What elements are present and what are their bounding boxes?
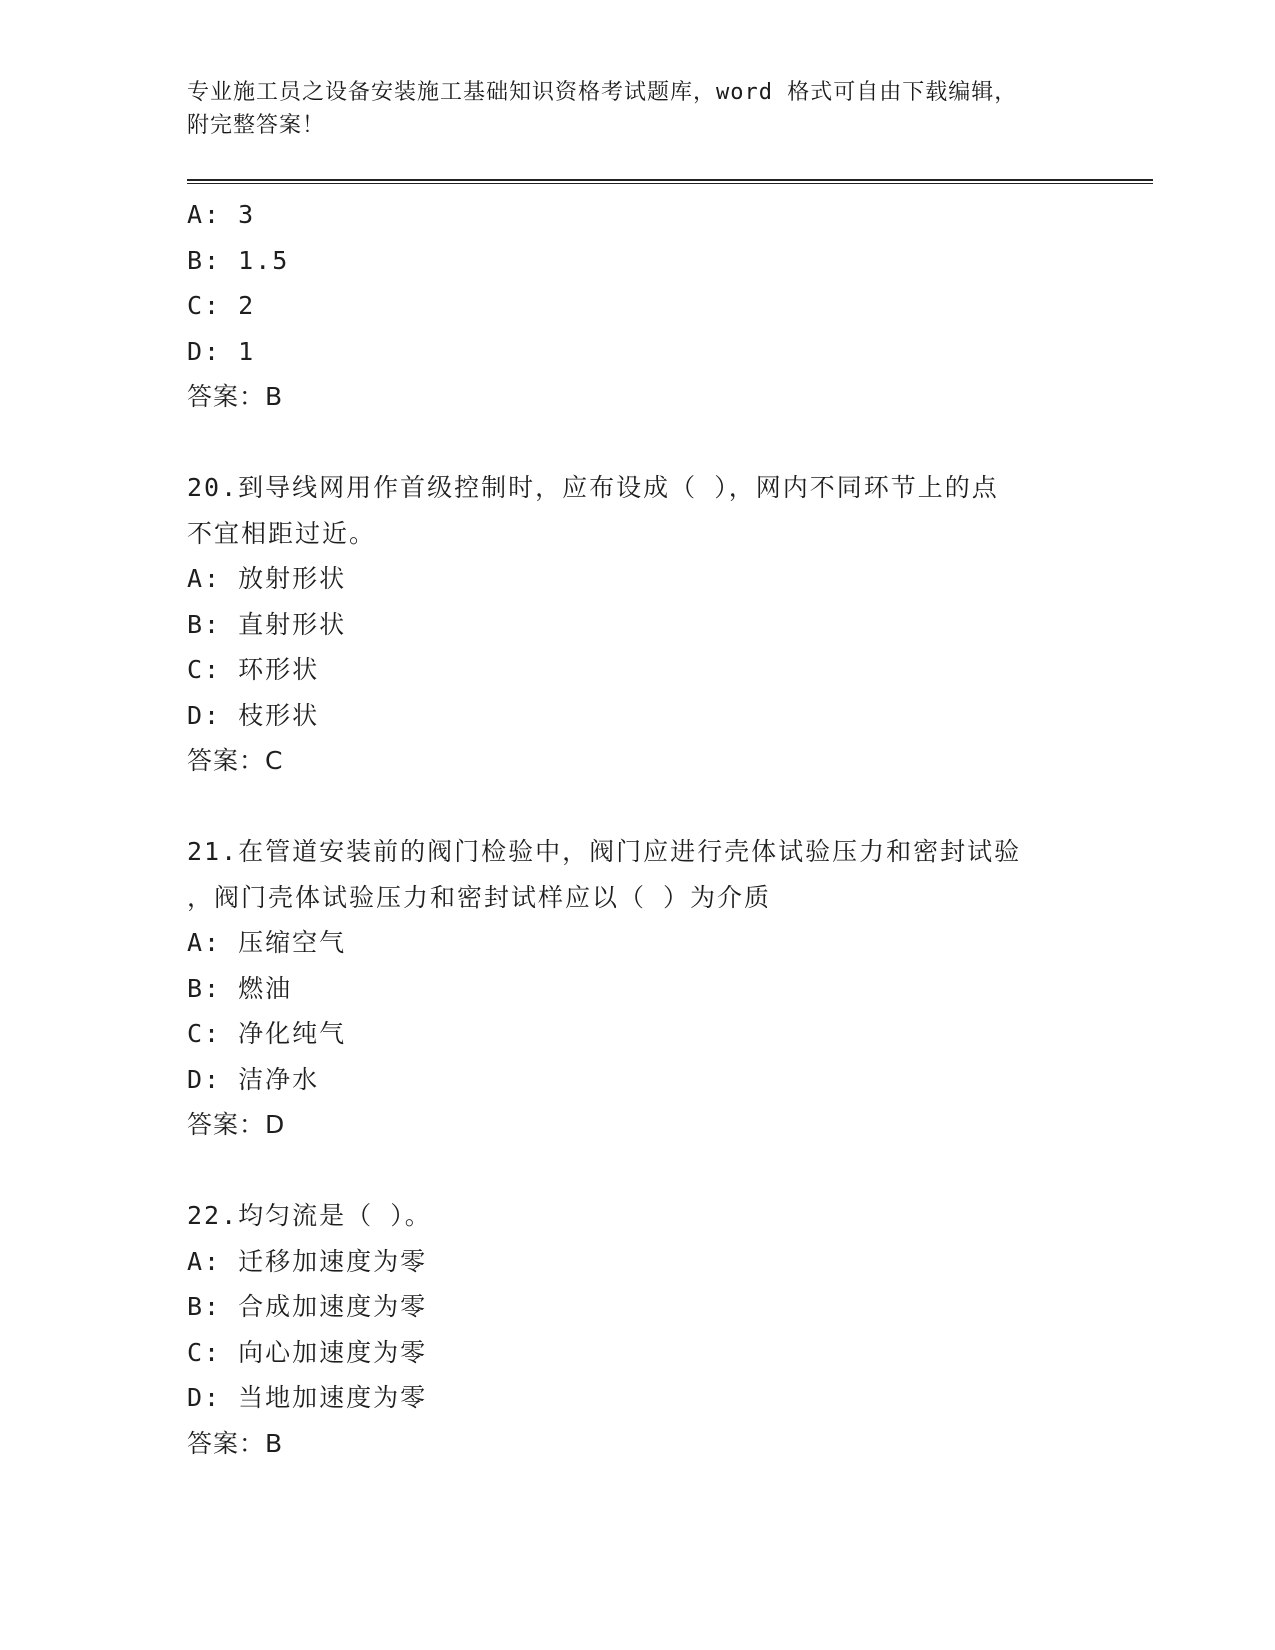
option-a: A: 放射形状 — [187, 564, 347, 593]
spacer — [187, 784, 1087, 830]
header-divider — [187, 179, 1153, 181]
question-text: 20.到导线网用作首级控制时，应布设成（ ），网内不同环节上的点 — [187, 473, 999, 502]
answer-line: 答案：B — [187, 1428, 284, 1458]
header-divider-thin — [187, 183, 1153, 184]
option-b: B: 1.5 — [187, 245, 290, 275]
option-c: C: 2 — [187, 291, 256, 320]
answer-line: 答案：C — [187, 746, 284, 775]
spacer — [187, 420, 1087, 466]
spacer — [187, 1148, 1087, 1194]
option-c: C: 向心加速度为零 — [187, 1337, 428, 1367]
option-c: C: 环形状 — [187, 655, 320, 684]
option-a: A: 压缩空气 — [187, 928, 347, 957]
answer-line: 答案：D — [187, 1110, 286, 1139]
option-d: D: 当地加速度为零 — [187, 1383, 428, 1412]
option-c: C: 净化纯气 — [187, 1019, 347, 1048]
question-text: 不宜相距过近。 — [187, 518, 377, 548]
question-list — [187, 192, 1087, 1466]
option-b: B: 燃油 — [187, 973, 293, 1003]
option-a: A: 3 — [187, 200, 256, 229]
question-text: ，阀门壳体试验压力和密封试样应以（ ）为介质 — [187, 882, 772, 912]
question-text: 22.均匀流是（ ）。 — [187, 1201, 432, 1230]
option-b: B: 合成加速度为零 — [187, 1292, 428, 1321]
option-a: A: 迁移加速度为零 — [187, 1246, 428, 1276]
header-line-1: 专业施工员之设备安装施工基础知识资格考试题库，word 格式可自由下载编辑， — [187, 80, 1018, 105]
question-block — [187, 465, 1087, 784]
question-text: 21.在管道安装前的阀门检验中，阀门应进行壳体试验压力和密封试验 — [187, 837, 1022, 866]
question-block — [187, 1193, 1087, 1466]
header-line-2: 附完整答案！ — [187, 113, 326, 138]
option-d: D: 1 — [187, 336, 256, 366]
option-d: D: 洁净水 — [187, 1064, 320, 1094]
question-block — [187, 829, 1087, 1148]
page-header — [187, 76, 1087, 142]
answer-line: 答案：B — [187, 382, 284, 411]
option-d: D: 枝形状 — [187, 700, 320, 730]
option-b: B: 直射形状 — [187, 609, 347, 639]
question-block — [187, 192, 1087, 420]
